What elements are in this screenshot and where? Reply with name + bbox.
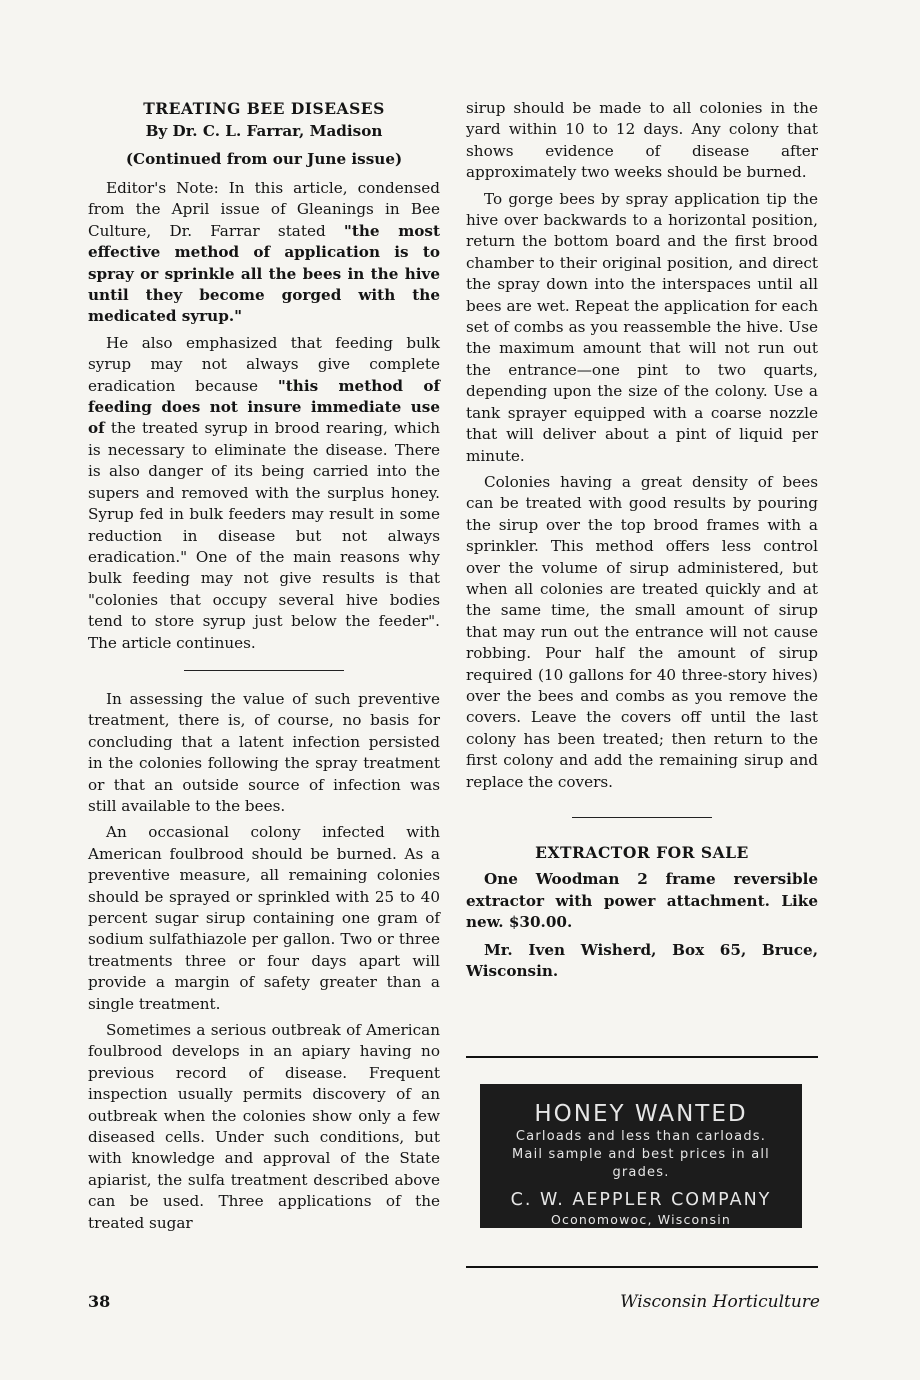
paragraph-outbreak: Sometimes a serious outbreak of American foulbrood develops in an apiary having no previous record of disease. Frequent inspection usually permits discovery of an outbreak when the colonies show only a few diseased cells. Under such conditions, but with knowledge and approval of the State apiarist, the sulfa treatment described above can be used. Three applications of the treated sugar	[88, 1021, 440, 1232]
honey-ad-title: HONEY WANTED	[534, 1101, 748, 1127]
section-divider	[572, 817, 712, 818]
paragraph-sirup-continued: sirup should be made to all colonies in the yard within 10 to 12 days. Any colony that shows evidence of disease after approximately two weeks should be burned.	[466, 99, 818, 182]
paragraph-sprinkler: Colonies having a great density of bees can be treated with good results by pouring the sirup over the top brood frames with a sprinkler. This method offers less control over the volume of sirup administered, but when all colonies are treated quickly and at the same time, the small amount of sirup that may run out the entrance will not cause robbing. Pour half the amount of sirup required (10 gallons for 40 three-story hives) over the bees and combs as you remove the covers. Leave the covers off until the last colony has been treated; then return to the first colony and add the remaining sirup and replace the covers.	[466, 472, 818, 791]
paragraph-preventive: In assessing the value of such preventive treatment, there is, of course, no basis for concluding that a latent infection persisted in the colonies following the spray treatment or that an outside source of infection was still available to the bees.	[88, 689, 440, 815]
right-column	[466, 98, 818, 988]
left-column	[88, 98, 440, 1239]
classified-title: EXTRACTOR FOR SALE	[535, 843, 749, 862]
paragraph-text: He also emphasized that feeding bulk syrup may not always give complete eradication because	[88, 333, 440, 395]
paragraph-spray: To gorge bees by spray application tip the hive over backwards to a horizontal position, return the bottom board and the first brood chamber to their original position, and direct the spray down into the interspaces until all bees are wet. Repeat the application for each set of combs as you reassemble the hive. Use the maximum amount that will not run out the entrance—one pint to two quarts, depending upon the size of the colony. Use a tank sprayer equipped with a coarse nozzle that will deliver about a pint of liquid per minute.	[466, 189, 818, 465]
editors-note	[88, 178, 440, 328]
page-number: 38	[88, 1292, 111, 1311]
honey-ad-line: grades.	[612, 1165, 670, 1180]
article-byline: By Dr. C. L. Farrar, Madison	[145, 122, 383, 140]
classified-body: One Woodman 2 frame reversible extractor with power attachment. Like new. $30.00.	[466, 870, 818, 932]
paragraph-foulbrood: An occasional colony infected with American foulbrood should be burned. As a preventive measure, all remaining colonies should be sprayed or sprinkled with 25 to 40 percent sugar sirup containing one gram of sodium sulfathiazole per gallon. Two or three treatments three or four days apart will provide a margin of safety greater than a single treatment.	[88, 823, 440, 1013]
article-title: TREATING BEE DISEASES	[143, 99, 385, 118]
honey-ad-line: Mail sample and best prices in all	[511, 1147, 770, 1162]
ad-bottom-rule	[466, 1266, 818, 1268]
section-divider	[184, 670, 344, 671]
honey-ad-line: Carloads and less than carloads.	[515, 1129, 767, 1144]
honey-ad-company: C. W. AEPPLER COMPANY	[510, 1190, 772, 1210]
honey-ad-city: Oconomowoc, Wisconsin	[550, 1212, 732, 1227]
publication-name: Wisconsin Horticulture	[620, 1292, 820, 1312]
honey-wanted-ad	[480, 1084, 802, 1228]
ad-top-rule	[466, 1056, 818, 1058]
paragraph-bold-quote: "this method of feeding does not insure immediate use of	[88, 376, 440, 438]
classified-contact: Mr. Iven Wisherd, Box 65, Bruce, Wisconsin.	[466, 940, 818, 981]
paragraph-bulk-feeding	[88, 333, 440, 654]
editors-note-quote: "the most effective method of application is to spray or sprinkle all the bees in the hive until they become gorged with the medicated syrup."	[88, 221, 440, 326]
editors-note-text: Editor's Note: In this article, condensed from the April issue of Gleanings in Bee Culture, Dr. Farrar stated	[88, 179, 440, 240]
continued-note: (Continued from our June issue)	[125, 150, 403, 168]
paragraph-text: the treated syrup in brood rearing, which is necessary to eliminate the disease. There is also danger of its being carried into the supers and removed with the surplus honey. Syrup fed in bulk feeders may result in some reduction in disease but not always eradication." One of the main reasons why bulk feeding may not give results is that "colonies that occupy several hive bodies tend to store syrup just below the feeder". The article continues.	[88, 419, 440, 652]
